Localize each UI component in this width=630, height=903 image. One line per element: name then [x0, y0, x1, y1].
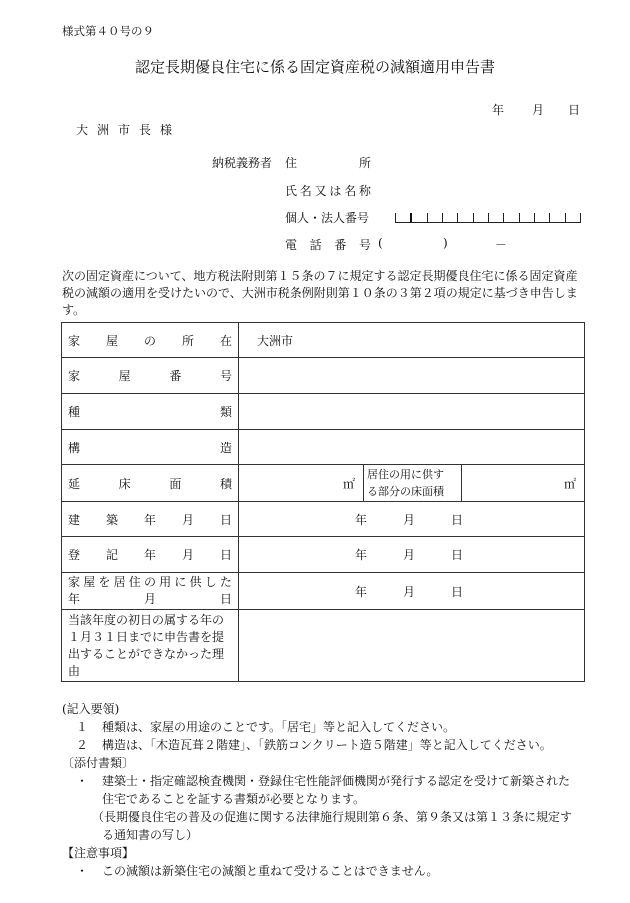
phone-dash: －	[495, 238, 508, 252]
notes-section	[62, 700, 588, 880]
table-row-type	[62, 394, 585, 430]
house-number-field[interactable]	[239, 358, 585, 394]
id-number-boxes[interactable]	[395, 210, 581, 223]
id-box-end	[580, 213, 581, 222]
residential-use-date-label: 家 屋 を 居 住 の 用 に 供 し た 年 月 日	[62, 573, 239, 610]
table-row-house-number	[62, 358, 585, 394]
attachment-2-line-2: る通知書の写し）	[102, 828, 199, 842]
built-date-field[interactable]: 年 月 日	[239, 502, 585, 537]
id-digit-box[interactable]	[534, 213, 549, 222]
id-digit-box[interactable]	[442, 213, 457, 222]
attachment-1-line-1: ・ 建築士・指定確認検査機関・登録住宅性能評価機関が発行する認定を受けて新築された	[76, 774, 571, 788]
table-row-location	[62, 323, 585, 358]
table-row-structure	[62, 430, 585, 465]
id-digit-box[interactable]	[488, 213, 503, 222]
id-digit-box[interactable]	[457, 213, 472, 222]
addressee: 大洲市長様	[76, 123, 182, 137]
phone-label: 電 話 番 号	[285, 238, 371, 252]
date-year-label: 年	[492, 103, 505, 117]
caution-heading: 【注意事項】	[62, 846, 135, 860]
id-digit-box[interactable]	[395, 213, 410, 222]
form-number: 様式第４０号の９	[62, 24, 154, 38]
registered-date-field[interactable]: 年 月 日	[239, 537, 585, 573]
location-value[interactable]: 大洲市	[239, 323, 585, 358]
id-digit-box[interactable]	[519, 213, 534, 222]
house-number-label: 家 屋 番 号	[62, 358, 239, 394]
date-month-label: 月	[532, 103, 545, 117]
floor-area-field[interactable]: ㎡	[239, 465, 364, 502]
date-day-label: 日	[568, 103, 581, 117]
id-digit-box[interactable]	[427, 213, 442, 222]
residential-area-field[interactable]: ㎡	[462, 465, 585, 502]
address-label: 住 所	[285, 156, 371, 170]
table-row-floor-area	[62, 465, 585, 502]
late-reason-field[interactable]	[239, 610, 585, 682]
table-row-residential-use-date	[62, 573, 585, 610]
phone-paren-close: )	[443, 236, 448, 250]
table-row-registered-date	[62, 537, 585, 573]
floor-area-label: 延 床 面 積	[62, 465, 239, 502]
built-date-label: 建 築 年 月 日	[62, 502, 239, 537]
table-row-built-date	[62, 502, 585, 537]
table-row-reason	[62, 610, 585, 682]
location-label: 家 屋 の 所 在	[62, 323, 239, 358]
document-title: 認定長期優良住宅に係る固定資産税の減額適用申告書	[134, 58, 495, 76]
taxpayer-label: 納税義務者	[212, 156, 273, 170]
note-item-1: １ 種類は、家屋の用途のことです。「居宅」等と記入してください。	[76, 720, 456, 734]
note-item-2: ２ 構造は、「木造瓦葺２階建」、「鉄筋コンクリート造５階建」等と記入してください。	[76, 738, 552, 752]
structure-label: 構 造	[62, 430, 239, 465]
attachment-1-line-2: 住宅であることを証する書類が必要となります。	[102, 792, 366, 806]
notes-heading: (記入要領)	[62, 702, 120, 716]
id-digit-box[interactable]	[473, 213, 488, 222]
id-number-label: 個人・法人番号	[285, 211, 370, 225]
phone-paren-open: (	[378, 236, 383, 250]
registered-date-label: 登 記 年 月 日	[62, 537, 239, 573]
caution-item-1: ・ この減額は新築住宅の減額と重ねて受けることはできません。	[76, 864, 439, 878]
id-digit-box[interactable]	[549, 213, 564, 222]
structure-field[interactable]	[239, 430, 585, 465]
id-digit-box[interactable]	[565, 213, 580, 222]
name-label: 氏 名 又 は 名 称	[285, 184, 371, 198]
attachments-heading: 〔添付書類〕	[62, 756, 135, 770]
attachment-2-line-1: （長期優良住宅の普及の促進に関する法律施行規則第６条、第９条又は第１３条に規定す	[92, 810, 573, 824]
late-reason-label: 当該年度の初日の属する年の １月３１日までに申告書を提 出することができなかった理 由	[62, 610, 239, 682]
residential-use-date-field[interactable]: 年 月 日	[239, 573, 585, 610]
id-digit-box[interactable]	[503, 213, 518, 222]
type-label: 種 類	[62, 394, 239, 430]
type-field[interactable]	[239, 394, 585, 430]
declaration-table	[61, 322, 585, 682]
residential-area-label: 居住の用に供す る部分の床面積	[364, 465, 462, 502]
intro-text: 次の固定資産について、地方税法附則第１５条の７に規定する認定長期優良住宅に係る固定資産税の減額の適用を受けたいので、大洲市税条例附則第１０条の３第２項の規定に基づき申告します。	[62, 269, 578, 317]
id-digit-box[interactable]	[410, 213, 426, 222]
